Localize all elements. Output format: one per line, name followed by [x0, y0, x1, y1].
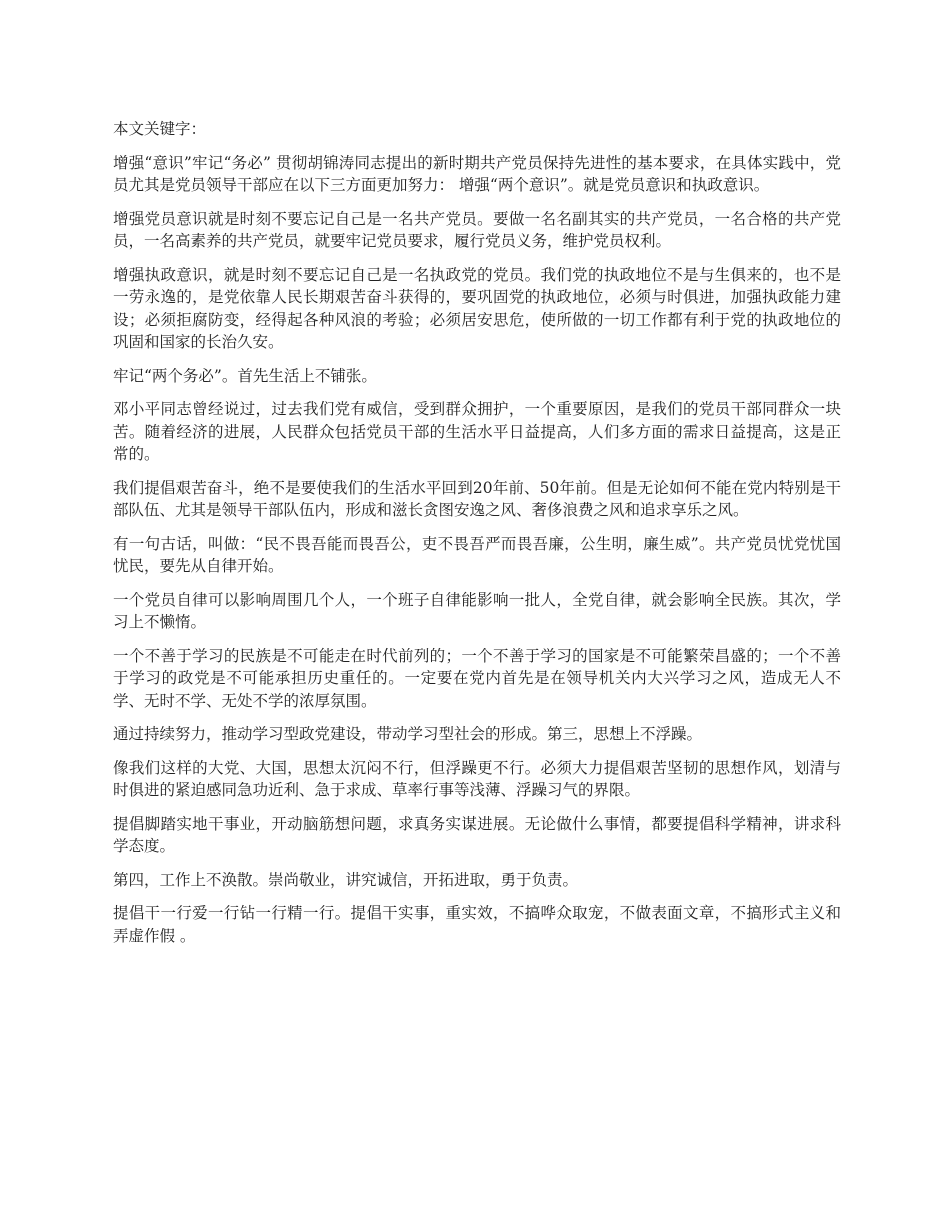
paragraph-6: 我们提倡艰苦奋斗，绝不是要使我们的生活水平回到20年前、50年前。但是无论如何不能在党内特别是干部队伍、尤其是领导干部队伍内，形成和滋长贪图安逸之风、奢侈浪费之风和追求享乐之风。	[113, 478, 841, 519]
paragraph-3: 增强执政意识，就是时刻不要忘记自己是一名执政党的党员。我们党的执政地位不是与生俱来的，也不是一劳永逸的，是党依靠人民长期艰苦奋斗获得的，要巩固党的执政地位，必须与时俱进，加强执政能力建设；必须拒腐防变，经得起各种风浪的考验；必须居安思危，使所做的一切工作都有利于党的执政地位的巩固和国家的长治久安。	[113, 265, 841, 351]
paragraph-13: 第四，工作上不涣散。崇尚敬业，讲究诚信，开拓进取，勇于负责。	[113, 870, 579, 889]
document-body	[113, 118, 841, 958]
paragraph-2: 增强党员意识就是时刻不要忘记自己是一名共产党员。要做一名名副其实的共产党员，一名合格的共产党员，一名高素养的共产党员，就要牢记党员要求，履行党员义务，维护党员权利。	[113, 209, 841, 250]
paragraph-10: 通过持续努力，推动学习型政党建设，带动学习型社会的形成。第三，思想上不浮躁。	[113, 725, 703, 743]
paragraph-9: 一个不善于学习的民族是不可能走在时代前列的；一个不善于学习的国家是不可能繁荣昌盛的；一个不善于学习的政党是不可能承担历史重任的。一定要在党内首先是在领导机关内大兴学习之风，造成无人不学、无时不学、无处不学的浓厚氛围。	[113, 646, 841, 710]
keywords-label: 本文关键字：	[113, 120, 207, 138]
paragraph-4: 牢记“两个务必”。首先生活上不铺张。	[113, 366, 377, 385]
paragraph-8: 一个党员自律可以影响周围几个人，一个班子自律能影响一批人，全党自律，就会影响全民族。其次，学习上不懒惰。	[113, 590, 841, 631]
paragraph-5: 邓小平同志曾经说过，过去我们党有威信，受到群众拥护，一个重要原因，是我们的党员干部同群众一块苦。随着经济的进展，人民群众包括党员干部的生活水平日益提高，人们多方面的需求日益提高，这是正常的。	[113, 400, 841, 463]
paragraph-11: 像我们这样的大党、大国，思想太沉闷不行，但浮躁更不行。必须大力提倡艰苦坚韧的思想作风，划清与时俱进的紧迫感同急功近利、急于求成、草率行事等浅薄、浮躁习气的界限。	[113, 758, 841, 799]
paragraph-1: 增强“意识”牢记“务必” 贯彻胡锦涛同志提出的新时期共产党员保持先进性的基本要求，在具体实践中，党员尤其是党员领导干部应在以下三方面更加努力： 增强“两个意识”。就是党员意识和执政意识。	[113, 153, 841, 194]
paragraph-14: 提倡干一行爱一行钻一行精一行。提倡干实事，重实效，不搞哗众取宠，不做表面文章，不搞形式主义和弄虚作假 。	[113, 904, 841, 945]
paragraph-12: 提倡脚踏实地干事业，开动脑筋想问题，求真务实谋进展。无论做什么事情，都要提倡科学精神，讲求科学态度。	[113, 814, 841, 855]
paragraph-7: 有一句古话，叫做：“民不畏吾能而畏吾公，吏不畏吾严而畏吾廉，公生明，廉生威”。共产党员忧党忧国忧民，要先从自律开始。	[113, 534, 841, 575]
